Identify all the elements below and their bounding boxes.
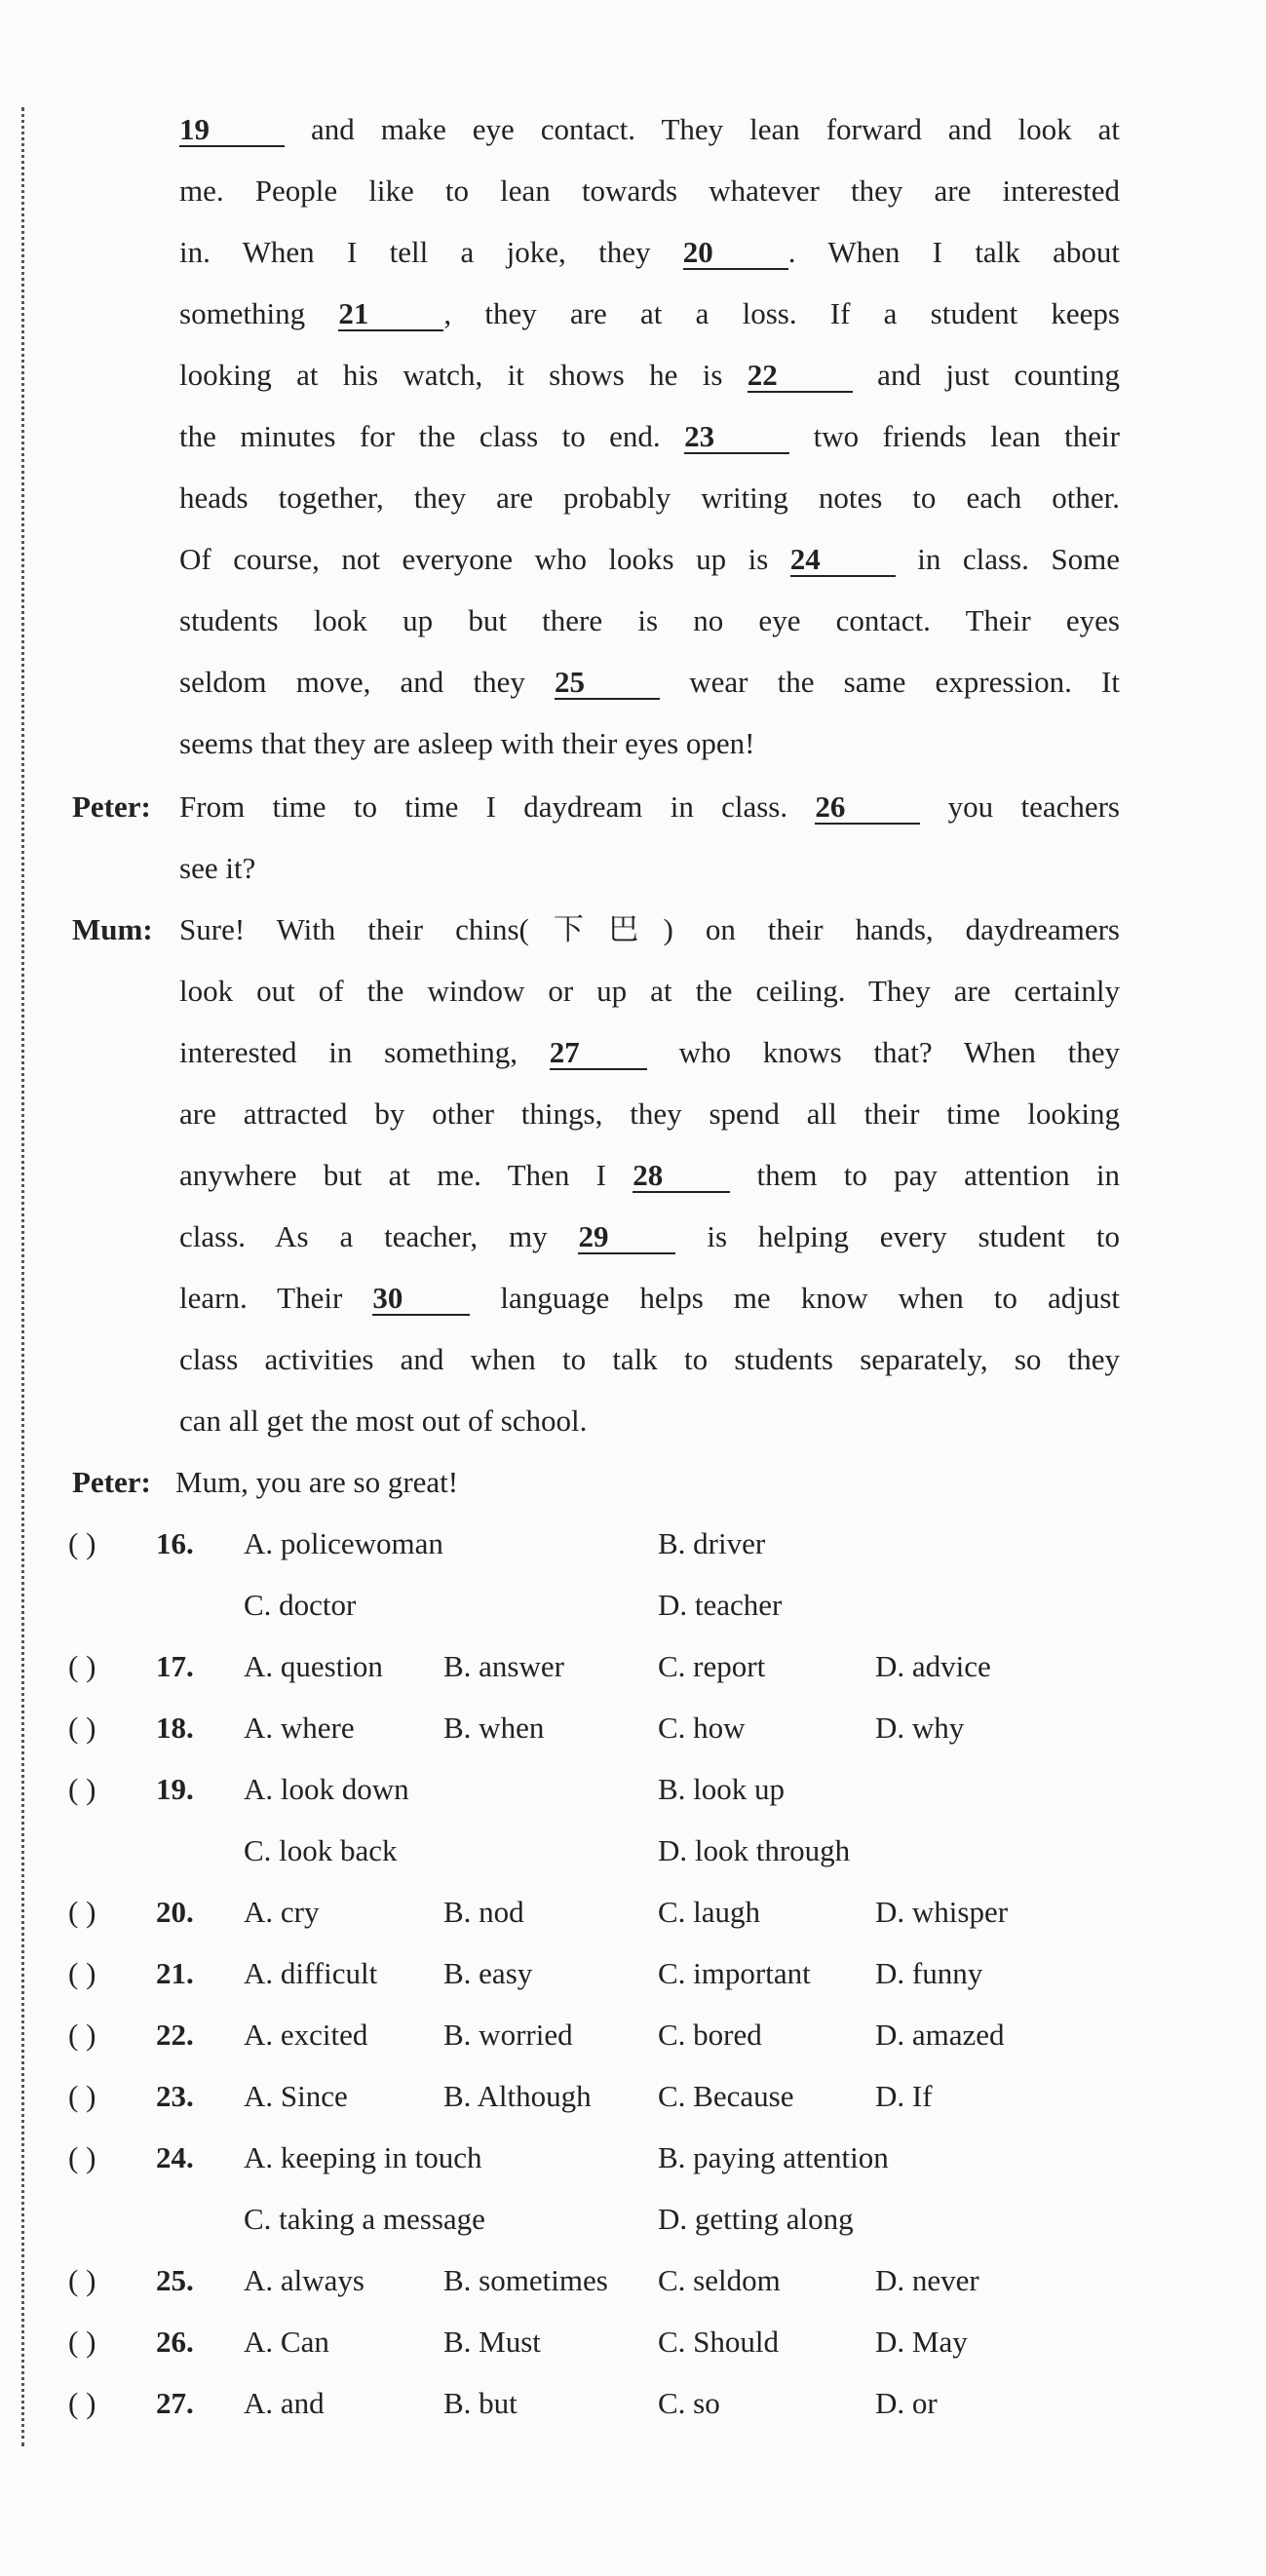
option-b[interactable]: B. worried [443, 2018, 573, 2052]
passage-line: me. People like to lean towards whatever they are interested [179, 173, 1120, 208]
option-a[interactable]: A. look down [244, 1772, 409, 1806]
option-d[interactable]: D. getting along [658, 2202, 854, 2236]
question-number: 17. [156, 1649, 194, 1683]
option-b[interactable]: B. answer [443, 1649, 564, 1683]
passage-line: learn. Their 30 language helps me know when to adjust [179, 1281, 1120, 1315]
answer-paren[interactable]: ( ) [68, 1956, 96, 1990]
speaker-peter: Peter: [72, 1465, 151, 1499]
option-d[interactable]: D. amazed [875, 2018, 1005, 2052]
passage-line: see it? [179, 851, 256, 885]
blank-30[interactable]: 30 [372, 1283, 470, 1316]
blank-29[interactable]: 29 [578, 1221, 675, 1254]
option-c[interactable]: C. look back [244, 1833, 398, 1867]
option-b[interactable]: B. but [443, 2386, 518, 2420]
option-a[interactable]: A. and [244, 2386, 325, 2420]
option-b[interactable]: B. easy [443, 1956, 533, 1990]
passage-line: class. As a teacher, my 29 is helping every student to [179, 1219, 1120, 1253]
option-a[interactable]: A. difficult [244, 1956, 378, 1990]
passage-line: From time to time I daydream in class. 26 you teachers [179, 789, 1120, 824]
question-number: 22. [156, 2018, 194, 2052]
option-b[interactable]: B. look up [658, 1772, 786, 1806]
question-number: 21. [156, 1956, 194, 1990]
option-c[interactable]: C. taking a message [244, 2202, 485, 2236]
blank-26[interactable]: 26 [815, 791, 920, 825]
option-c[interactable]: C. important [658, 1956, 811, 1990]
option-c[interactable]: C. doctor [244, 1588, 357, 1622]
option-b[interactable]: B. paying attention [658, 2140, 889, 2174]
passage-line: can all get the most out of school. [179, 1403, 588, 1438]
blank-24[interactable]: 24 [790, 544, 896, 577]
passage-line: looking at his watch, it shows he is 22 and just counting [179, 358, 1120, 392]
option-b[interactable]: B. when [443, 1711, 545, 1745]
passage-line: heads together, they are probably writing notes to each other. [179, 481, 1120, 515]
answer-paren[interactable]: ( ) [68, 2140, 96, 2174]
blank-21[interactable]: 21 [338, 298, 443, 331]
blank-25[interactable]: 25 [555, 667, 660, 700]
option-c[interactable]: C. so [658, 2386, 720, 2420]
answer-paren[interactable]: ( ) [68, 2386, 96, 2420]
speaker-peter: Peter: [72, 789, 151, 824]
blank-22[interactable]: 22 [748, 360, 853, 393]
passage-line: the minutes for the class to end. 23 two friends lean their [179, 419, 1120, 453]
passage-line: 19 and make eye contact. They lean forward and look at [179, 112, 1120, 146]
blank-23[interactable]: 23 [684, 421, 789, 454]
question-number: 25. [156, 2263, 194, 2297]
blank-28[interactable]: 28 [633, 1160, 730, 1193]
option-a[interactable]: A. always [244, 2263, 364, 2297]
answer-paren[interactable]: ( ) [68, 1526, 96, 1560]
option-c[interactable]: C. Because [658, 2079, 794, 2113]
passage-line: anywhere but at me. Then I 28 them to pay attention in [179, 1158, 1120, 1192]
answer-paren[interactable]: ( ) [68, 2079, 96, 2113]
passage-line: seems that they are asleep with their eyes open! [179, 726, 755, 760]
passage-line: something 21 , they are at a loss. If a student keeps [179, 296, 1120, 330]
answer-paren[interactable]: ( ) [68, 2263, 96, 2297]
option-d[interactable]: D. May [875, 2325, 968, 2359]
answer-paren[interactable]: ( ) [68, 2325, 96, 2359]
option-a[interactable]: A. Can [244, 2325, 329, 2359]
passage-line: are attracted by other things, they spend all their time looking [179, 1096, 1120, 1131]
option-d[interactable]: D. or [875, 2386, 938, 2420]
option-a[interactable]: A. excited [244, 2018, 368, 2052]
answer-paren[interactable]: ( ) [68, 2018, 96, 2052]
question-number: 20. [156, 1895, 194, 1929]
option-a[interactable]: A. question [244, 1649, 383, 1683]
passage-line: Sure! With their chins(下巴) on their hands, daydreamers [179, 912, 1120, 946]
passage-line: Of course, not everyone who looks up is 24 in class. Some [179, 542, 1120, 576]
answer-paren[interactable]: ( ) [68, 1649, 96, 1683]
option-b[interactable]: B. sometimes [443, 2263, 608, 2297]
option-d[interactable]: D. If [875, 2079, 933, 2113]
question-number: 26. [156, 2325, 194, 2359]
passage-line: interested in something, 27 who knows that? When they [179, 1035, 1120, 1069]
option-a[interactable]: A. Since [244, 2079, 348, 2113]
answer-paren[interactable]: ( ) [68, 1895, 96, 1929]
question-number: 27. [156, 2386, 194, 2420]
option-d[interactable]: D. never [875, 2263, 979, 2297]
option-c[interactable]: C. Should [658, 2325, 780, 2359]
option-c[interactable]: C. seldom [658, 2263, 781, 2297]
question-number: 18. [156, 1711, 194, 1745]
option-d[interactable]: D. why [875, 1711, 965, 1745]
option-b[interactable]: B. nod [443, 1895, 524, 1929]
passage-line: look out of the window or up at the ceiling. They are certainly [179, 974, 1120, 1008]
option-d[interactable]: D. whisper [875, 1895, 1009, 1929]
blank-19[interactable]: 19 [179, 114, 285, 147]
option-b[interactable]: B. driver [658, 1526, 766, 1560]
answer-paren[interactable]: ( ) [68, 1772, 96, 1806]
option-d[interactable]: D. teacher [658, 1588, 783, 1622]
option-a[interactable]: A. keeping in touch [244, 2140, 482, 2174]
question-number: 19. [156, 1772, 194, 1806]
blank-20[interactable]: 20 [683, 237, 788, 270]
question-number: 23. [156, 2079, 194, 2113]
option-d[interactable]: D. look through [658, 1833, 851, 1867]
option-a[interactable]: A. cry [244, 1895, 320, 1929]
option-b[interactable]: B. Although [443, 2079, 592, 2113]
option-c[interactable]: C. bored [658, 2018, 762, 2052]
option-c[interactable]: C. laugh [658, 1895, 761, 1929]
option-c[interactable]: C. how [658, 1711, 746, 1745]
answer-paren[interactable]: ( ) [68, 1711, 96, 1745]
passage-line: students look up but there is no eye contact. Their eyes [179, 603, 1120, 637]
margin-dotted-line [21, 107, 24, 2446]
passage-line: Mum, you are so great! [175, 1465, 459, 1499]
passage-line: in. When I tell a joke, they 20 . When I talk about [179, 235, 1120, 269]
option-b[interactable]: B. Must [443, 2325, 541, 2359]
passage-line: seldom move, and they 25 wear the same expression. It [179, 665, 1120, 699]
option-a[interactable]: A. where [244, 1711, 355, 1745]
speaker-mum: Mum: [72, 912, 153, 946]
passage-line: class activities and when to talk to students separately, so they [179, 1342, 1120, 1376]
option-c[interactable]: C. report [658, 1649, 766, 1683]
question-number: 24. [156, 2140, 194, 2174]
option-d[interactable]: D. funny [875, 1956, 983, 1990]
option-a[interactable]: A. policewoman [244, 1526, 443, 1560]
question-number: 16. [156, 1526, 194, 1560]
blank-27[interactable]: 27 [550, 1037, 647, 1070]
option-d[interactable]: D. advice [875, 1649, 991, 1683]
